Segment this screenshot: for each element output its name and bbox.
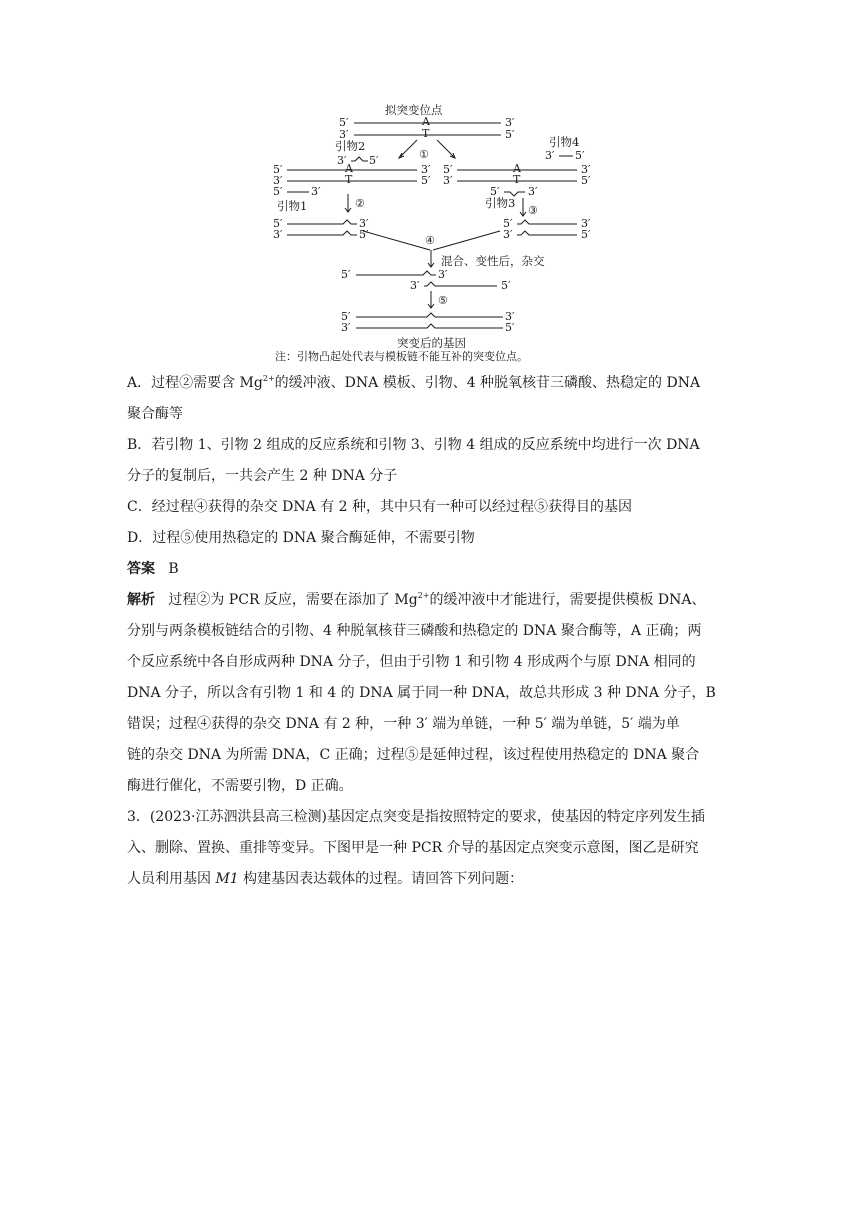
end-label: 3′ bbox=[421, 163, 431, 176]
option-a-line-2: 聚合酶等 bbox=[127, 406, 183, 422]
end-label: 5′ bbox=[501, 279, 511, 292]
end-label: 5′ bbox=[273, 217, 283, 230]
question3-line-3 bbox=[127, 868, 523, 888]
merge-line bbox=[363, 231, 430, 250]
pcr-site-directed-mutagenesis-diagram bbox=[265, 98, 605, 366]
end-label: 5′ bbox=[581, 174, 591, 187]
base-label: T bbox=[513, 173, 521, 186]
end-label: 5′ bbox=[505, 321, 515, 334]
primer-label: 引物2 bbox=[335, 139, 366, 153]
analysis-line-1 bbox=[127, 589, 706, 609]
end-label: 5′ bbox=[490, 185, 500, 198]
step-number: ② bbox=[355, 197, 365, 210]
dna-strand bbox=[287, 220, 357, 224]
end-label: 3′ bbox=[311, 185, 321, 198]
end-label: 3′ bbox=[410, 279, 420, 292]
mix-label: 混合、变性后，杂交 bbox=[441, 254, 545, 268]
end-label: 3′ bbox=[341, 321, 351, 334]
end-label: 5′ bbox=[273, 163, 283, 176]
dna-strand bbox=[356, 324, 503, 328]
option-a-text: A．过程②需要含 Mg bbox=[127, 375, 263, 391]
dna-strand bbox=[356, 313, 503, 317]
primer-label: 引物4 bbox=[549, 135, 580, 149]
end-label: 3′ bbox=[581, 217, 591, 230]
analysis-text: 的缓冲液中才能进行，需要提供模板 DNA、 bbox=[429, 592, 706, 608]
option-b-line-2: 分子的复制后，一共会产生 2 种 DNA 分子 bbox=[127, 468, 398, 484]
dna-strand bbox=[287, 231, 357, 235]
figure-note: 注：引物凸起处代表与模板链不能互补的突变位点。 bbox=[275, 350, 528, 363]
analysis-line-4: DNA 分子，所以含有引物 1 和 4 的 DNA 属于同一种 DNA，故总共形成 3 种 DNA 分子，B bbox=[127, 685, 716, 701]
question3-line-1: 3．(2023·江苏泗洪县高三检测)基因定点突变是指按照特定的要求，使基因的特定序列发生插 bbox=[127, 809, 705, 825]
dna-strand bbox=[517, 231, 577, 235]
primer-strand bbox=[351, 157, 368, 161]
option-d: D．过程⑤使用热稳定的 DNA 聚合酶延伸，不需要引物 bbox=[127, 530, 475, 546]
end-label: 3′ bbox=[438, 268, 448, 281]
step-number: ① bbox=[419, 148, 429, 161]
primer-label: 引物3 bbox=[485, 196, 516, 210]
base-label: A bbox=[513, 162, 521, 175]
end-label: 3′ bbox=[443, 174, 453, 187]
end-label: 3′ bbox=[503, 228, 513, 241]
merge-line bbox=[433, 231, 500, 250]
step-number: ⑤ bbox=[438, 294, 448, 307]
end-label: 5′ bbox=[581, 228, 591, 241]
step-number: ③ bbox=[528, 204, 538, 217]
option-a-line-1 bbox=[127, 372, 700, 392]
analysis-line-3: 个反应系统中各自形成两种 DNA 分子，但由于引物 1 和引物 4 形成两个与原 DNA 相同的 bbox=[127, 654, 696, 670]
end-label: 3′ bbox=[505, 310, 515, 323]
end-label: 5′ bbox=[359, 228, 369, 241]
end-label: 5′ bbox=[503, 217, 513, 230]
primer-label: 引物1 bbox=[277, 199, 308, 213]
option-b-line-1: B．若引物 1、引物 2 组成的反应系统和引物 3、引物 4 组成的反应系统中均进行一次 DNA bbox=[127, 437, 700, 453]
result-label: 突变后的基因 bbox=[397, 336, 466, 350]
analysis-text: 过程②为 PCR 反应，需要在添加了 Mg bbox=[168, 592, 418, 608]
question3-text: 构建基因表达载体的过程。请回答下列问题： bbox=[238, 871, 524, 887]
superscript: 2+ bbox=[417, 591, 430, 600]
dna-strand bbox=[424, 282, 497, 286]
analysis-label: 解析 bbox=[127, 592, 155, 608]
gene-name: M1 bbox=[215, 871, 239, 887]
end-label: 3′ bbox=[359, 217, 369, 230]
dna-strand bbox=[517, 220, 577, 224]
end-label: 3′ bbox=[339, 128, 349, 141]
analysis-line-7: 酶进行催化，不需要引物，D 正确。 bbox=[127, 778, 353, 794]
option-a-text: 的缓冲液、DNA 模板、引物、4 种脱氧核苷三磷酸、热稳定的 DNA bbox=[274, 375, 701, 391]
end-label: 5′ bbox=[505, 128, 515, 141]
base-label: T bbox=[422, 127, 430, 140]
end-label: 3′ bbox=[505, 116, 515, 129]
end-label: 3′ bbox=[545, 149, 555, 162]
analysis-line-5: 错误；过程④获得的杂交 DNA 有 2 种，一种 3′ 端为单链，一种 5′ 端为单链，5′ 端为单 bbox=[127, 716, 680, 732]
end-label: 3′ bbox=[273, 228, 283, 241]
end-label: 3′ bbox=[337, 154, 347, 167]
step-number: ④ bbox=[425, 234, 435, 247]
analysis-line-6: 链的杂交 DNA 为所需 DNA，C 正确；过程⑤是延伸过程，该过程使用热稳定的 DNA 聚合 bbox=[127, 747, 700, 763]
base-label: A bbox=[422, 115, 430, 128]
answer-line bbox=[127, 558, 179, 578]
end-label: 5′ bbox=[273, 185, 283, 198]
arrow bbox=[399, 140, 417, 158]
base-label: T bbox=[345, 173, 353, 186]
arrow bbox=[437, 140, 455, 158]
end-label: 5′ bbox=[421, 174, 431, 187]
end-label: 5′ bbox=[575, 149, 585, 162]
option-c: C．经过程④获得的杂交 DNA 有 2 种，其中只有一种可以经过程⑤获得目的基因 bbox=[127, 499, 633, 515]
analysis-line-2: 分别与两条模板链结合的引物、4 种脱氧核苷三磷酸和热稳定的 DNA 聚合酶等，A 正确；两 bbox=[127, 623, 702, 639]
end-label: 3′ bbox=[581, 163, 591, 176]
question3-text: 人员利用基因 bbox=[127, 871, 216, 887]
end-label: 3′ bbox=[273, 174, 283, 187]
end-label: 5′ bbox=[339, 116, 349, 129]
answer-value: B bbox=[168, 561, 179, 577]
end-label: 5′ bbox=[369, 154, 379, 167]
end-label: 3′ bbox=[528, 185, 538, 198]
superscript: 2+ bbox=[262, 374, 275, 383]
end-label: 5′ bbox=[443, 163, 453, 176]
answer-label: 答案 bbox=[127, 561, 155, 577]
dna-strand bbox=[356, 271, 436, 275]
figure-top-label: 拟突变位点 bbox=[385, 103, 443, 117]
end-label: 5′ bbox=[341, 310, 351, 323]
base-label: A bbox=[345, 162, 353, 175]
question3-line-2: 入、删除、置换、重排等变异。下图甲是一种 PCR 介导的基因定点突变示意图，图乙是研究 bbox=[127, 840, 699, 856]
end-label: 5′ bbox=[341, 268, 351, 281]
